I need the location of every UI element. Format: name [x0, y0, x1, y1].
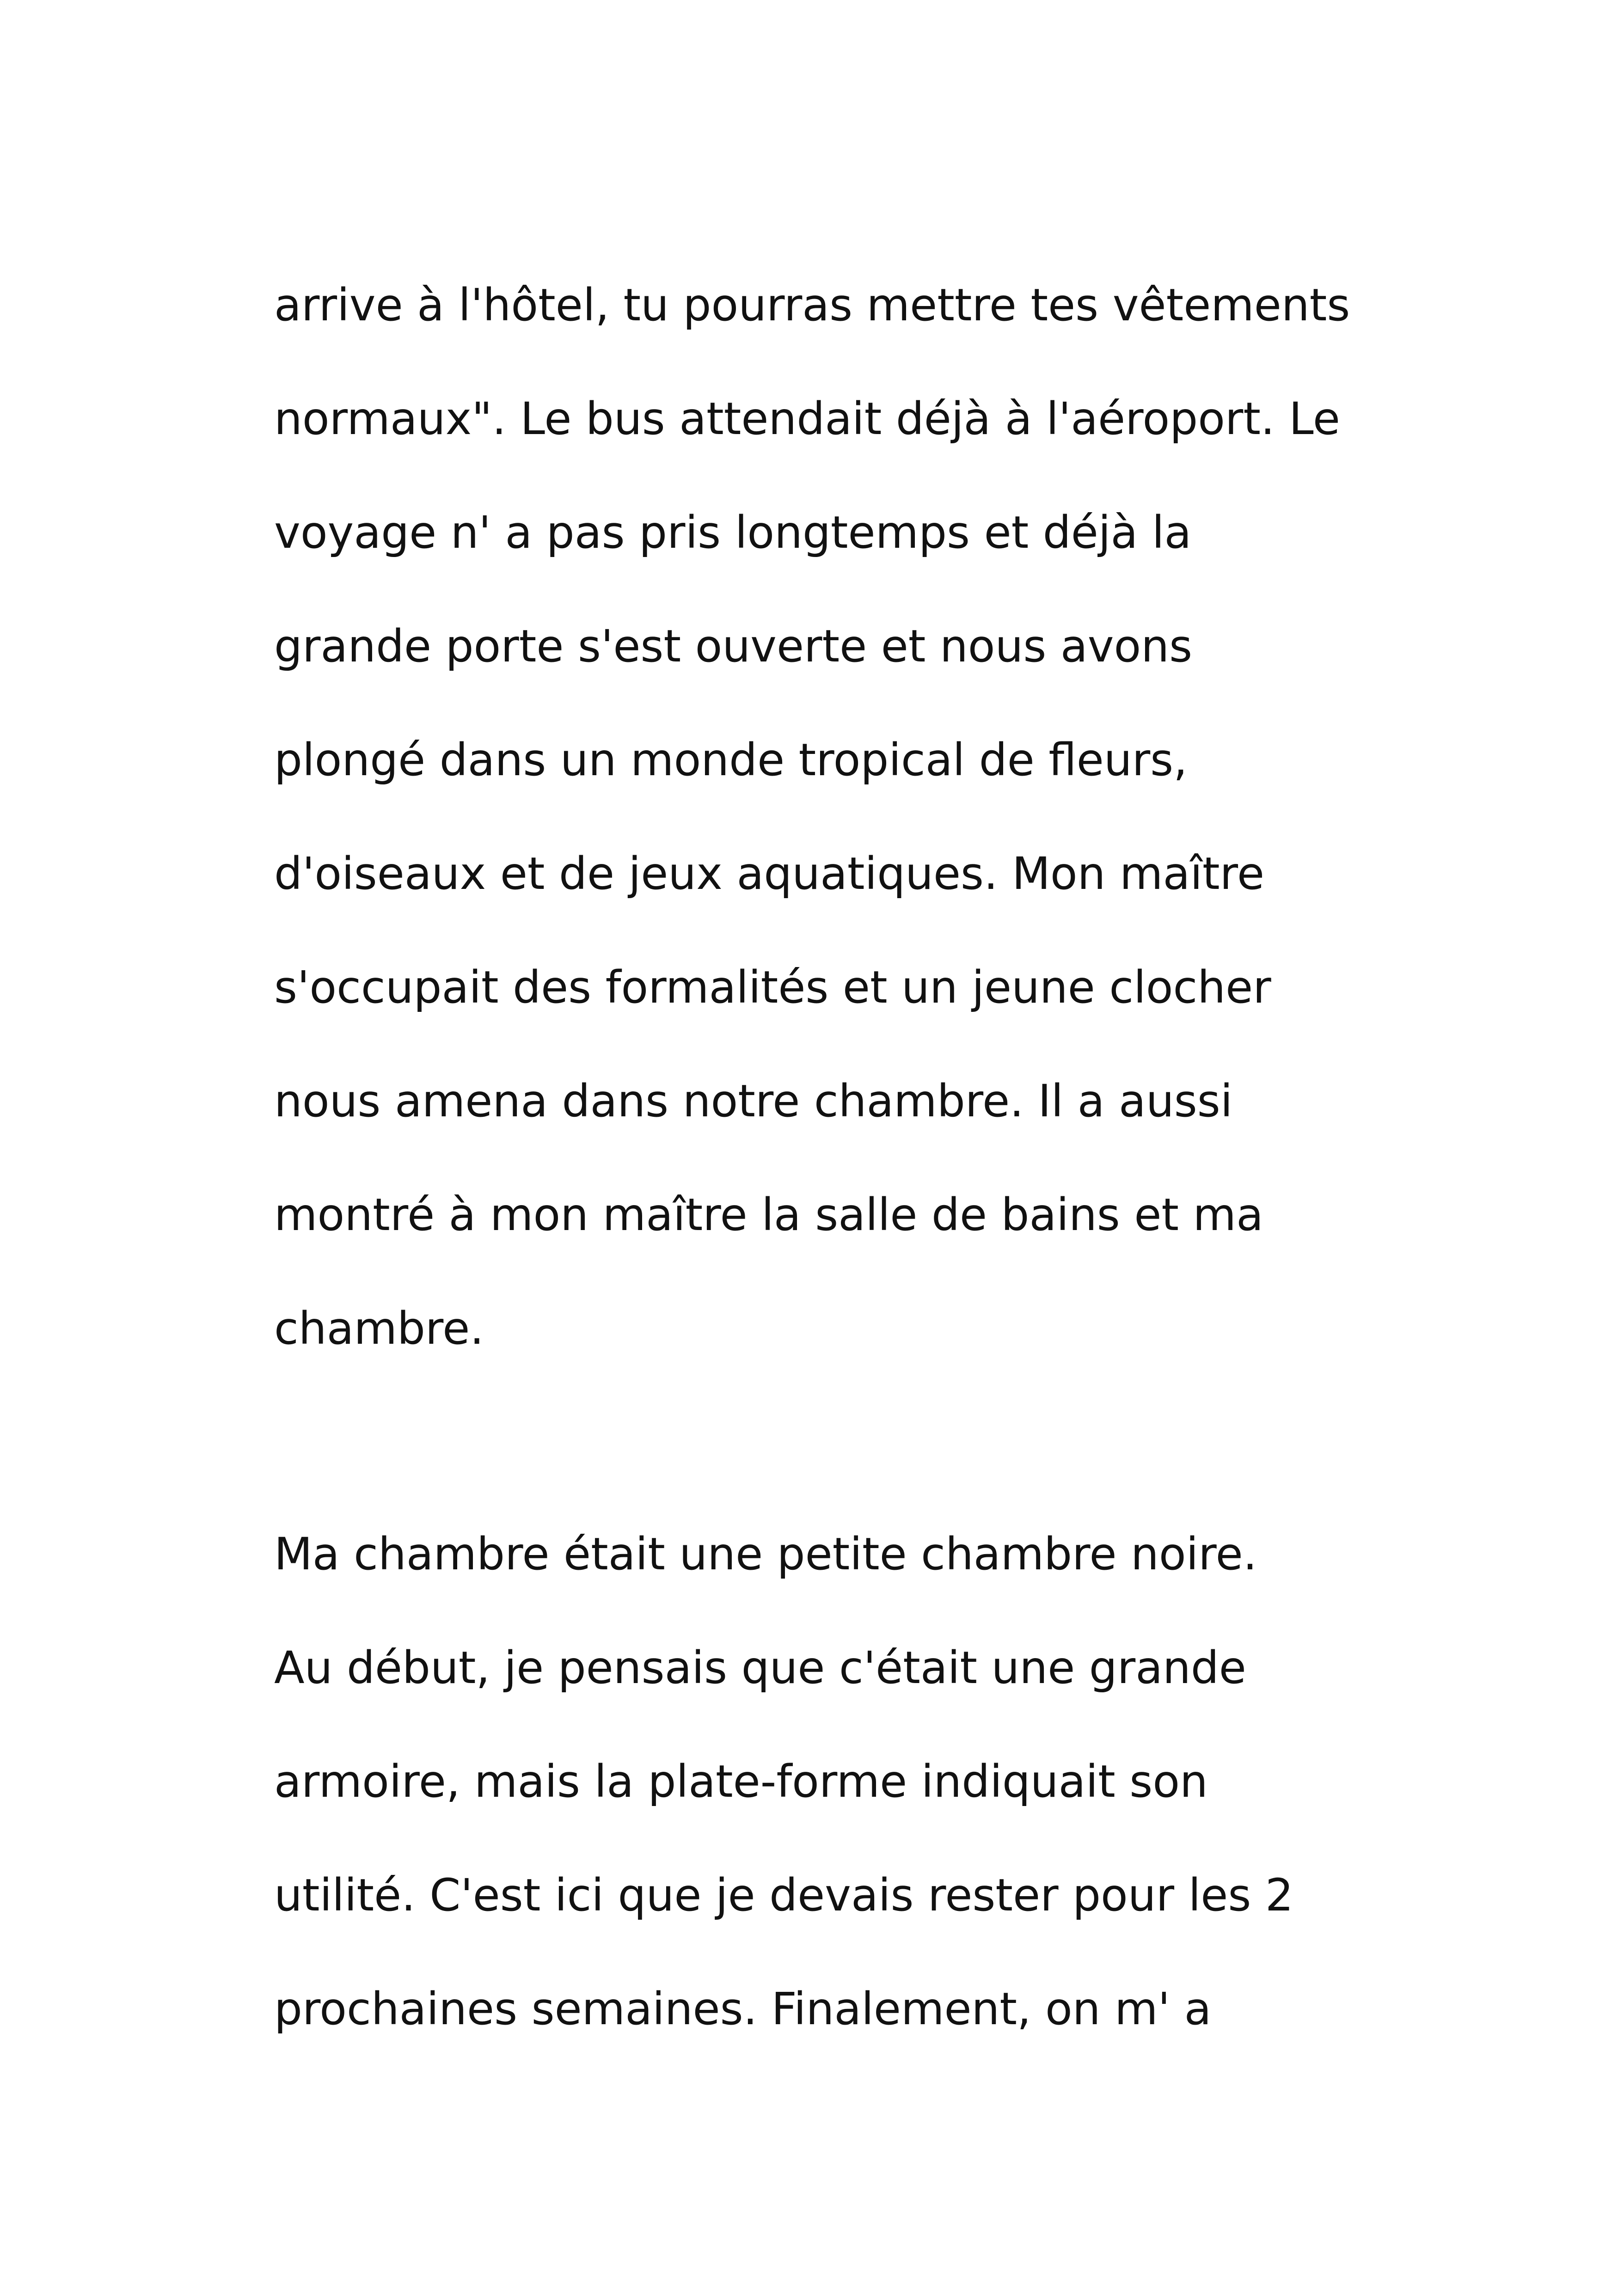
- text-line: nous amena dans notre chambre. Il a aussi: [274, 1075, 1233, 1127]
- text-line: normaux". Le bus attendait déjà à l'aéroport. Le: [274, 393, 1340, 445]
- text-line: utilité. C'est ici que je devais rester pour les 2: [274, 1869, 1293, 1921]
- text-line: Au début, je pensais que c'était une grande: [274, 1642, 1246, 1694]
- text-line: voyage n' a pas pris longtemps et déjà la: [274, 507, 1192, 558]
- text-line: d'oiseaux et de jeux aquatiques. Mon maître: [274, 848, 1265, 900]
- text-line: arrive à l'hôtel, tu pourras mettre tes vêtements: [274, 279, 1350, 331]
- text-line: grande porte s'est ouverte et nous avons: [274, 620, 1193, 672]
- text-line: prochaines semaines. Finalement, on m' a: [274, 1983, 1212, 2035]
- text-line: chambre.: [274, 1303, 484, 1354]
- text-line: s'occupait des formalités et un jeune clocher: [274, 961, 1271, 1013]
- text-line: Ma chambre était une petite chambre noire.: [274, 1528, 1257, 1580]
- text-line: armoire, mais la plate-forme indiquait son: [274, 1756, 1208, 1807]
- text-line: montré à mon maître la salle de bains et ma: [274, 1189, 1263, 1241]
- text-line: plongé dans un monde tropical de fleurs,: [274, 734, 1188, 786]
